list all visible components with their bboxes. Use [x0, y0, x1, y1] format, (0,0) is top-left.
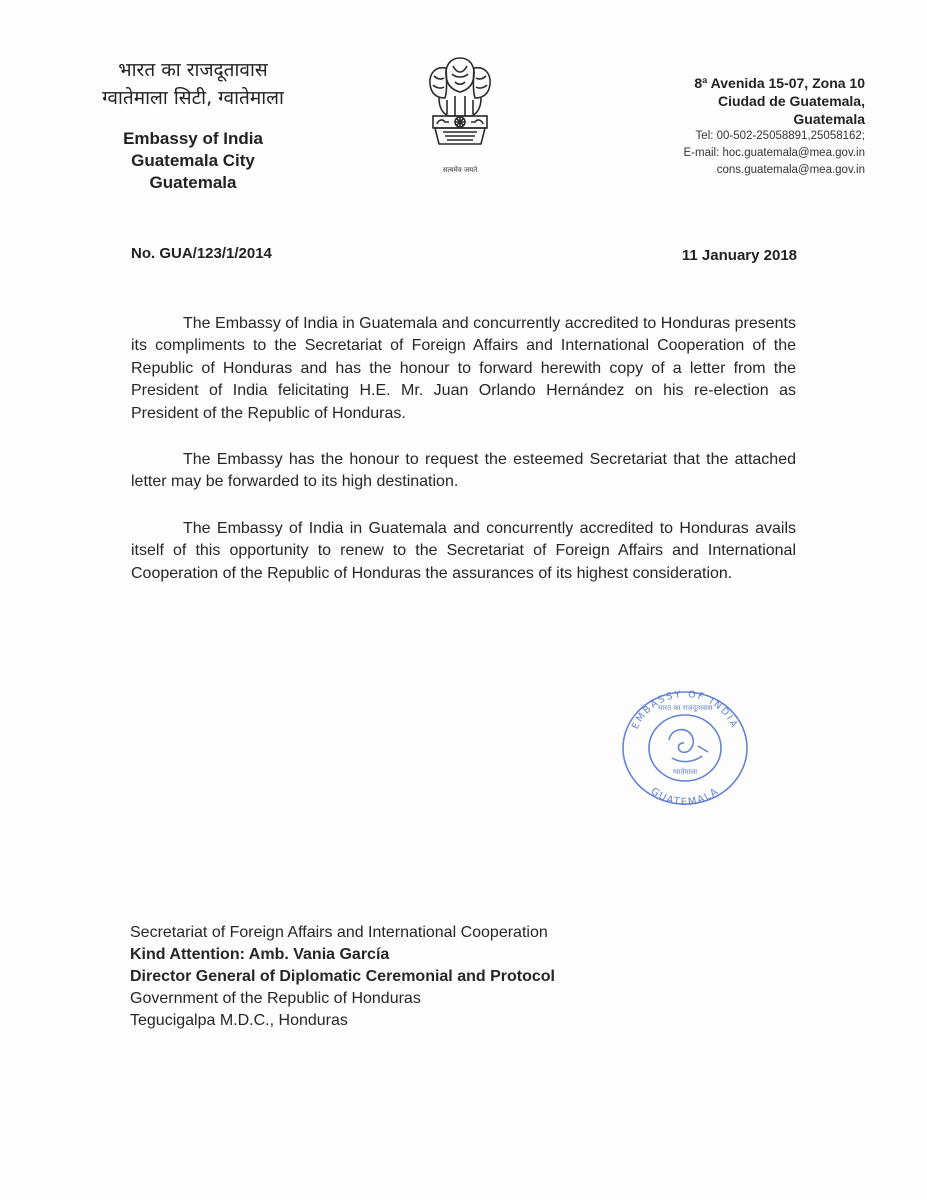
- addressee-title: Director General of Diplomatic Ceremonial and Protocol: [130, 968, 555, 985]
- svg-text:GUATEMALA: [649, 786, 722, 808]
- embassy-address: [565, 74, 865, 179]
- embassy-name: Embassy of India: [123, 129, 263, 148]
- email-primary: E-mail: hoc.guatemala@mea.gov.in: [683, 147, 865, 159]
- body-paragraph-2: The Embassy has the honour to request the esteemed Secretariat that the attached letter may be forwarded to its high destination.: [131, 451, 796, 491]
- body-paragraph-1: The Embassy of India in Guatemala and concurrently accredited to Honduras presents its compliments to the Secretariat of Foreign Affairs and International Cooperation of the Republic of Honduras and has the honour to forward herewith copy of a letter from the President of India felicitating H.E. Mr. Juan Orlando Hernández on his re-election as President of the Republic of Honduras.: [131, 315, 796, 422]
- embassy-seal-icon: [614, 688, 756, 808]
- addressee-line-5: Tegucigalpa M.D.C., Honduras: [130, 1012, 348, 1029]
- email-consular: cons.guatemala@mea.gov.in: [716, 164, 865, 176]
- addressee-attention: Kind Attention: Amb. Vania García: [130, 946, 390, 963]
- hindi-city-name: ग्वातेमाला सिटी, ग्वातेमाला: [102, 87, 284, 109]
- letter-body: [131, 313, 796, 609]
- sender-header: [78, 56, 308, 194]
- addressee-block: [130, 922, 555, 1032]
- address-line-1: 8ª Avenida 15-07, Zona 10: [694, 75, 865, 91]
- address-line-3: Guatemala: [793, 111, 865, 127]
- stamp-bottom-text: GUATEMALA: [648, 785, 722, 808]
- embassy-city: Guatemala City: [131, 151, 255, 170]
- stamp-inner-text: ग्वातेमाला: [672, 768, 698, 776]
- body-paragraph-3: The Embassy of India in Guatemala and concurrently accredited to Honduras avails itself of this opportunity to renew to the Secretariat of Foreign Affairs and International Cooperation of the Republic of Honduras the assurances of its highest consideration.: [131, 519, 796, 582]
- national-emblem: [410, 52, 510, 182]
- hindi-embassy-name: भारत का राजदूतावास: [118, 59, 268, 81]
- telephone: Tel: 00-502-25058891,25058162;: [695, 130, 865, 142]
- stamp-ring-text: EMBASSY OF INDIA: [629, 688, 741, 732]
- letter-date: 11 January 2018: [681, 247, 797, 264]
- embassy-stamp: [614, 688, 756, 808]
- address-line-2: Ciudad de Guatemala,: [717, 93, 865, 109]
- stamp-top-text: भारत का राजदूतावास: [657, 704, 713, 712]
- reference-number: No. GUA/123/1/2014: [131, 245, 272, 262]
- english-sender-block: [78, 128, 308, 194]
- addressee-line-1: Secretariat of Foreign Affairs and International Cooperation: [130, 924, 548, 941]
- emblem-motto: सत्यमेव जयते: [442, 166, 478, 174]
- addressee-line-4: Government of the Republic of Honduras: [130, 990, 421, 1007]
- lion-capital-icon: [417, 52, 503, 164]
- embassy-country: Guatemala: [149, 173, 237, 192]
